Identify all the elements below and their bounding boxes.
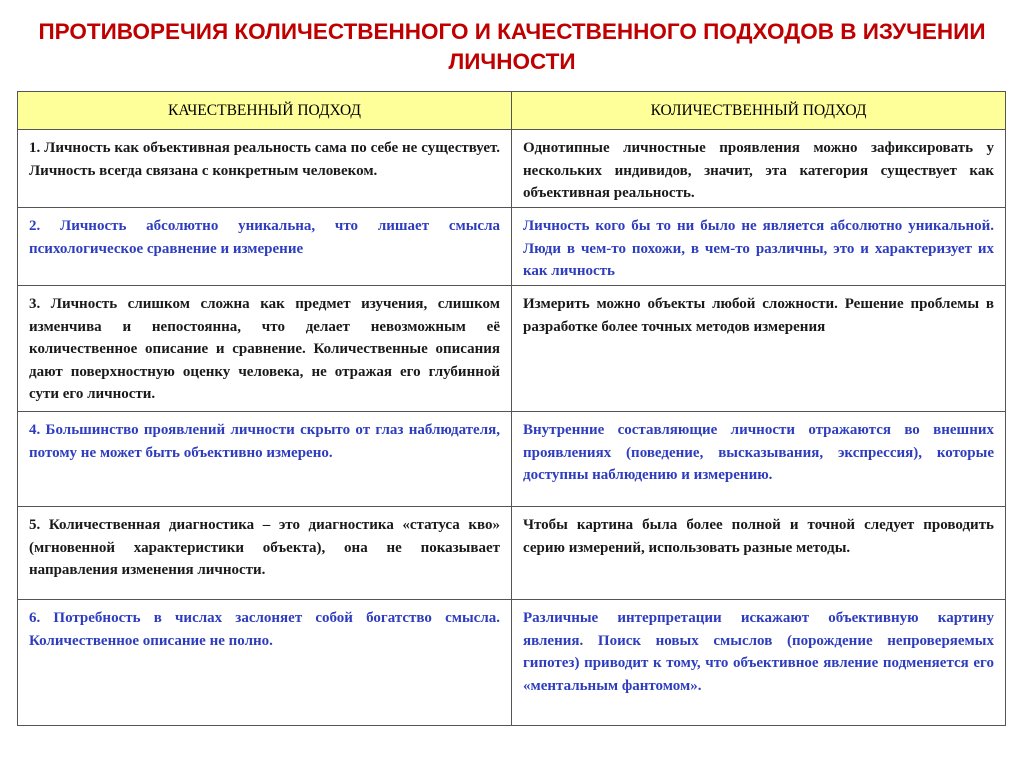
qualitative-cell — [18, 208, 512, 286]
qualitative-text: 5. Количественная диагностика – это диагностика «статуса кво» (мгновенной характеристики объекта), она не показывает направления изменения личности. — [29, 517, 500, 578]
comparison-table-container — [17, 91, 1006, 726]
qualitative-text: 4. Большинство проявлений личности скрыто от глаз наблюдателя, потому не может быть объективно измерено. — [29, 422, 500, 461]
quantitative-cell — [512, 600, 1006, 726]
qualitative-cell — [18, 600, 512, 726]
quantitative-cell — [512, 286, 1006, 412]
table-row — [18, 286, 1006, 412]
quantitative-text: Личность кого бы то ни было не является абсолютно уникальной. Люди в чем-то похожи, в чем-то различны, это и характеризует их как личность — [523, 218, 994, 279]
qualitative-text: 3. Личность слишком сложна как предмет изучения, слишком изменчива и непостоянна, что делает невозможным её количественное описание и сравнение. Количественные описания дают поверхностную оценку человека, не отражая его глубинной сути его личности. — [29, 296, 500, 402]
table-row — [18, 208, 1006, 286]
table-row — [18, 130, 1006, 208]
qualitative-cell — [18, 412, 512, 507]
quantitative-cell — [512, 208, 1006, 286]
comparison-table — [17, 91, 1006, 726]
quantitative-cell — [512, 130, 1006, 208]
qualitative-text: 1. Личность как объективная реальность сама по себе не существует. Личность всегда связана с конкретным человеком. — [29, 140, 500, 179]
quantitative-text: Однотипные личностные проявления можно зафиксировать у нескольких индивидов, значит, эта категория существует как объективная реальность. — [523, 140, 994, 201]
quantitative-cell — [512, 507, 1006, 600]
header-quantitative: КОЛИЧЕСТВЕННЫЙ ПОДХОД — [512, 92, 1006, 130]
table-row — [18, 412, 1006, 507]
qualitative-text: 2. Личность абсолютно уникальна, что лишает смысла психологическое сравнение и измерение — [29, 218, 500, 257]
quantitative-text: Внутренние составляющие личности отражаются во внешних проявлениях (поведение, высказывания, экспрессия), которые доступны наблюдению и измерению. — [523, 422, 994, 483]
qualitative-text: 6. Потребность в числах заслоняет собой богатство смысла. Количественное описание не полно. — [29, 610, 500, 649]
quantitative-cell — [512, 412, 1006, 507]
quantitative-text: Измерить можно объекты любой сложности. Решение проблемы в разработке более точных методов измерения — [523, 296, 994, 335]
quantitative-text: Различные интерпретации искажают объективную картину явления. Поиск новых смыслов (порождение непроверяемых гипотез) приводит к тому, что объективное явление подменяется его «ментальным фантомом». — [523, 610, 994, 694]
page-title: ПРОТИВОРЕЧИЯ КОЛИЧЕСТВЕННОГО И КАЧЕСТВЕННОГО ПОДХОДОВ В ИЗУЧЕНИИ ЛИЧНОСТИ — [38, 19, 986, 74]
table-header-row — [18, 92, 1006, 130]
table-row — [18, 507, 1006, 600]
table-row — [18, 600, 1006, 726]
qualitative-cell — [18, 130, 512, 208]
quantitative-text: Чтобы картина была более полной и точной следует проводить серию измерений, использовать разные методы. — [523, 517, 994, 556]
qualitative-cell — [18, 507, 512, 600]
header-qualitative: КАЧЕСТВЕННЫЙ ПОДХОД — [18, 92, 512, 130]
qualitative-cell — [18, 286, 512, 412]
